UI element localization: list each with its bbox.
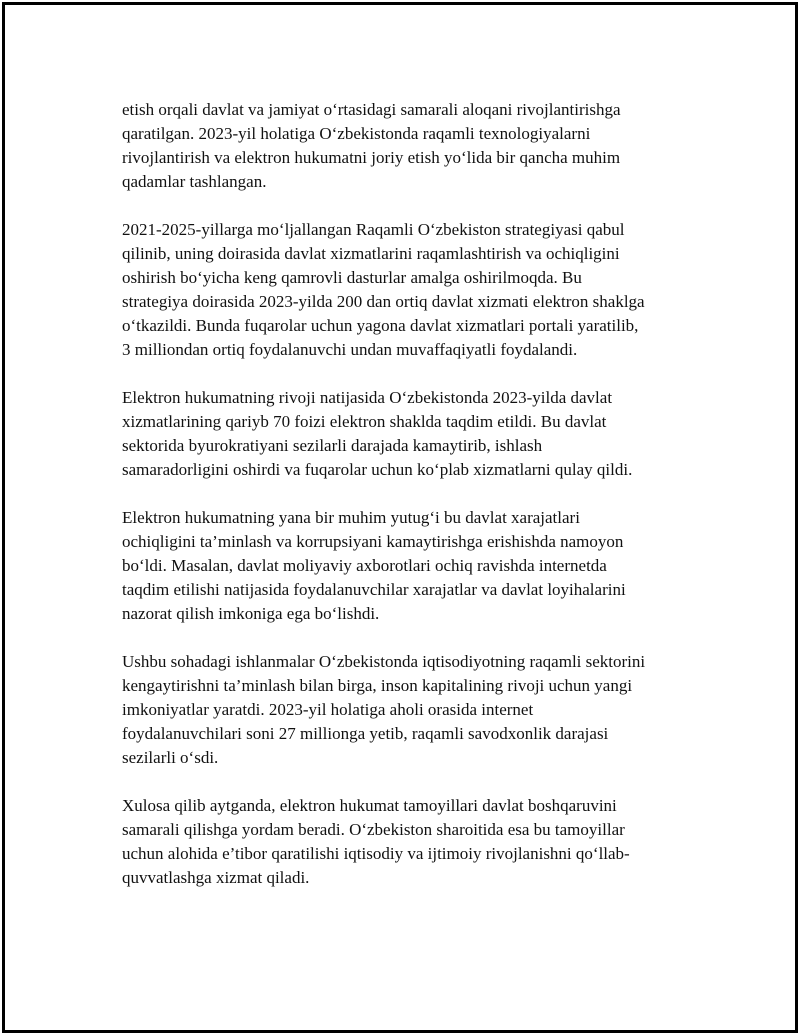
text-line: qaratilgan. 2023-yil holatiga O‘zbekistonda raqamli texnologiyalarni [122, 124, 591, 143]
text-line: taqdim etilishi natijasida foydalanuvchilar xarajatlar va davlat loyihalarini [122, 580, 626, 599]
text-line: kengaytirishni ta’minlash bilan birga, inson kapitalining rivoji uchun yangi [122, 676, 633, 695]
text-line: foydalanuvchilari soni 27 millionga yetib, raqamli savodxonlik darajasi [122, 724, 609, 743]
text-line: Elektron hukumatning rivoji natijasida O‘zbekistonda 2023-yilda davlat [122, 388, 613, 407]
text-line: Elektron hukumatning yana bir muhim yutug‘i bu davlat xarajatlari [122, 508, 580, 527]
text-line: xizmatlarining qariyb 70 foizi elektron shaklda taqdim etildi. Bu davlat [122, 412, 607, 431]
paragraph-6 [122, 794, 692, 890]
text-line: quvvatlashga xizmat qiladi. [122, 868, 310, 887]
text-line: uchun alohida e’tibor qaratilishi iqtisodiy va ijtimoiy rivojlanishni qo‘llab- [122, 844, 630, 863]
paragraph-1 [122, 98, 692, 194]
text-line: imkoniyatlar yaratdi. 2023-yil holatiga aholi orasida internet [122, 700, 534, 719]
text-line: oshirish bo‘yicha keng qamrovli dasturlar amalga oshirilmoqda. Bu [122, 268, 582, 287]
text-line: samarali qilishga yordam beradi. O‘zbekiston sharoitida esa bu tamoyillar [122, 820, 625, 839]
text-line: qadamlar tashlangan. [122, 172, 267, 191]
text-line: 3 milliondan ortiq foydalanuvchi undan muvaffaqiyatli foydalandi. [122, 340, 578, 359]
text-line: rivojlantirish va elektron hukumatni joriy etish yo‘lida bir qancha muhim [122, 148, 621, 167]
text-line: samaradorligini oshirdi va fuqarolar uchun ko‘plab xizmatlarni qulay qildi. [122, 460, 633, 479]
paragraph-3 [122, 386, 692, 482]
text-line: Ushbu sohadagi ishlanmalar O‘zbekistonda iqtisodiyotning raqamli sektorini [122, 652, 646, 671]
paragraph-2 [122, 218, 692, 362]
text-line: sektorida byurokratiyani sezilarli darajada kamaytirib, ishlash [122, 436, 543, 455]
paragraph-5 [122, 650, 692, 770]
text-line: sezilarli o‘sdi. [122, 748, 219, 767]
document-body [122, 98, 692, 914]
text-line: ochiqligini ta’minlash va korrupsiyani kamaytirishga erishishda namoyon [122, 532, 624, 551]
text-line: 2021-2025-yillarga mo‘ljallangan Raqamli O‘zbekiston strategiyasi qabul [122, 220, 625, 239]
text-line: etish orqali davlat va jamiyat o‘rtasidagi samarali aloqani rivojlantirishga [122, 100, 621, 119]
text-line: nazorat qilish imkoniga ega bo‘lishdi. [122, 604, 380, 623]
text-line: strategiya doirasida 2023-yilda 200 dan ortiq davlat xizmati elektron shaklga [122, 292, 645, 311]
text-line: o‘tkazildi. Bunda fuqarolar uchun yagona davlat xizmatlari portali yaratilib, [122, 316, 639, 335]
text-line: qilinib, uning doirasida davlat xizmatlarini raqamlashtirish va ochiqligini [122, 244, 620, 263]
paragraph-4 [122, 506, 692, 626]
text-line: Xulosa qilib aytganda, elektron hukumat tamoyillari davlat boshqaruvini [122, 796, 617, 815]
text-line: bo‘ldi. Masalan, davlat moliyaviy axborotlari ochiq ravishda internetda [122, 556, 607, 575]
page-border [2, 2, 798, 1033]
